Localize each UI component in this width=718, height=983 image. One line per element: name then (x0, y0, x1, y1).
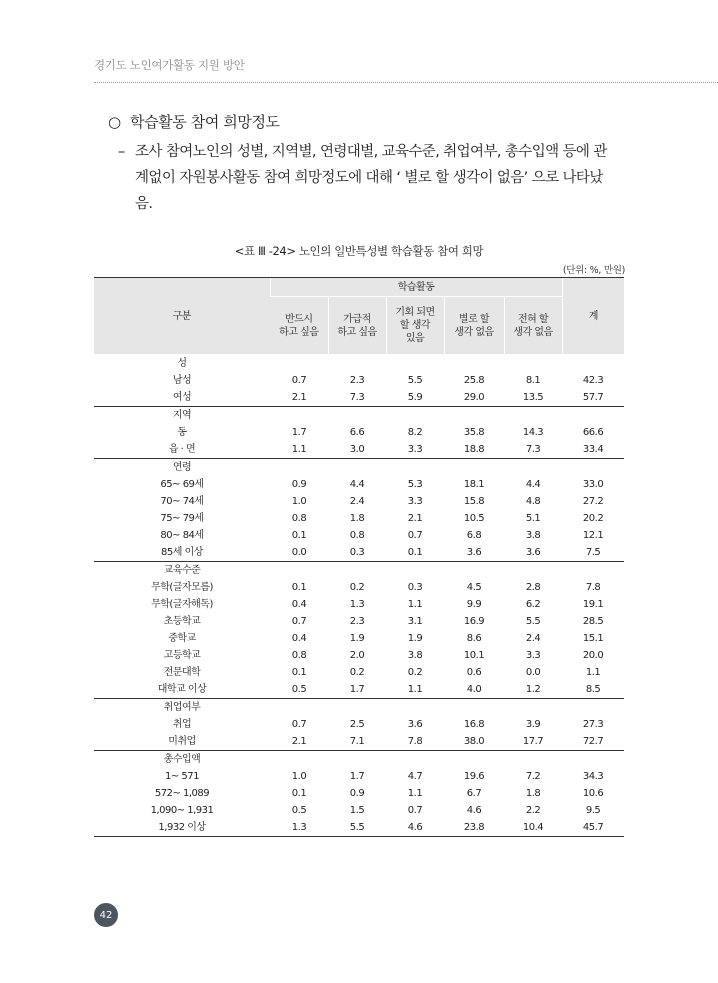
table-unit: (단위: %, 만원) (562, 265, 625, 276)
table-row (94, 527, 624, 544)
row-value: 1.9 (407, 633, 423, 644)
row-value: 16.8 (463, 719, 485, 730)
category-label: 연령 (94, 459, 270, 477)
header-col-5: 전혀 할 생각 없음 (504, 297, 562, 355)
row-value: 0.1 (291, 530, 307, 541)
row-value: 23.8 (444, 819, 504, 837)
category-label: 성 (94, 355, 270, 373)
row-total: 20.0 (582, 650, 604, 661)
row-value: 1.8 (349, 513, 365, 524)
row-value: 10.5 (463, 513, 485, 524)
row-value: 0.0 (525, 667, 541, 678)
row-value: 0.8 (349, 530, 365, 541)
category-label: 총수입액 (94, 751, 270, 769)
table-row (94, 544, 624, 562)
row-value: 1.1 (407, 684, 423, 695)
participation-table (94, 277, 624, 837)
row-value: 3.8 (525, 530, 541, 541)
row-value: 4.8 (525, 496, 541, 507)
row-label: 여성 (172, 392, 192, 403)
row-value: 4.5 (466, 582, 482, 593)
row-value: 7.1 (349, 736, 365, 747)
header-col-4: 별로 할 생각 없음 (444, 297, 504, 355)
row-value: 8.6 (466, 633, 482, 644)
row-value: 0.4 (291, 599, 307, 610)
row-value: 35.8 (463, 427, 485, 438)
header-col-3: 기회 되면 할 생각 있음 (386, 297, 444, 355)
category-label: 교육수준 (94, 562, 270, 580)
running-header: 경기도 노인여가활동 지원 방안 (94, 58, 245, 72)
row-value: 0.9 (349, 788, 365, 799)
page-number: 42 (94, 903, 118, 927)
row-value: 2.0 (349, 650, 365, 661)
row-value: 5.5 (328, 819, 386, 837)
table-row (94, 819, 624, 837)
row-value: 8.1 (525, 375, 541, 386)
row-label: 572~ 1,089 (154, 788, 210, 799)
row-value: 0.2 (349, 667, 365, 678)
row-value: 3.9 (525, 719, 541, 730)
row-value: 18.8 (463, 444, 485, 455)
category-label: 취업여부 (94, 699, 270, 717)
row-label: 무학(글자해독) (151, 599, 213, 610)
table-row (94, 579, 624, 596)
row-value: 1.5 (349, 805, 365, 816)
row-value: 0.2 (349, 582, 365, 593)
category-row (94, 751, 624, 769)
row-value: 0.3 (407, 582, 423, 593)
row-value: 5.5 (407, 375, 423, 386)
row-total: 8.5 (585, 684, 601, 695)
row-value: 4.4 (349, 479, 365, 490)
row-value: 17.7 (522, 736, 544, 747)
row-value: 16.9 (463, 616, 485, 627)
row-value: 4.7 (407, 771, 423, 782)
row-total: 66.6 (582, 427, 604, 438)
row-value: 4.0 (466, 684, 482, 695)
row-value: 9.9 (466, 599, 482, 610)
row-value: 3.1 (407, 616, 423, 627)
row-value: 3.6 (407, 719, 423, 730)
row-value: 1.3 (349, 599, 365, 610)
category-label: 지역 (94, 407, 270, 425)
header-col-2: 가급적 하고 싶음 (328, 297, 386, 355)
row-total: 34.3 (582, 771, 604, 782)
row-value: 7.3 (349, 392, 365, 403)
table-row (94, 476, 624, 493)
row-total: 33.0 (582, 479, 604, 490)
row-label: 남성 (172, 375, 192, 386)
row-value: 3.3 (525, 650, 541, 661)
row-value: 2.2 (525, 805, 541, 816)
row-value: 5.9 (407, 392, 423, 403)
row-value: 25.8 (463, 375, 485, 386)
table-row (94, 716, 624, 733)
row-value: 3.3 (407, 444, 423, 455)
table-row (94, 768, 624, 785)
header-divider (94, 82, 718, 83)
row-total: 27.2 (582, 496, 604, 507)
table-caption: <표 Ⅲ -24> 노인의 일반특성별 학습활동 참여 희망 (234, 244, 484, 258)
row-value: 1.1 (407, 599, 423, 610)
table-row (94, 681, 624, 699)
row-label: 읍 · 면 (168, 444, 196, 455)
row-label: 대학교 이상 (157, 684, 207, 695)
row-total: 27.3 (582, 719, 604, 730)
category-row (94, 355, 624, 373)
category-row (94, 562, 624, 580)
row-value: 2.4 (525, 633, 541, 644)
table-header (94, 278, 624, 355)
row-value: 15.8 (463, 496, 485, 507)
row-value: 4.4 (525, 479, 541, 490)
row-value: 3.6 (466, 547, 482, 558)
row-total: 33.4 (582, 444, 604, 455)
row-value: 1.3 (270, 819, 328, 837)
row-label: 75~ 79세 (160, 513, 204, 524)
summary-paragraph (118, 139, 630, 217)
row-value: 0.7 (291, 719, 307, 730)
row-value: 19.6 (463, 771, 485, 782)
row-label: 1,090~ 1,931 (150, 805, 214, 816)
row-value: 0.1 (291, 582, 307, 593)
row-value: 2.1 (291, 736, 307, 747)
row-total: 19.1 (582, 599, 604, 610)
category-row (94, 699, 624, 717)
row-value: 0.9 (291, 479, 307, 490)
row-value: 38.0 (463, 736, 485, 747)
row-total: 12.1 (582, 530, 604, 541)
table-row (94, 441, 624, 459)
row-value: 3.6 (525, 547, 541, 558)
row-total: 10.6 (582, 788, 604, 799)
paragraph-line-1: – 조사 참여노인의 성별, 지역별, 연령대별, 교육수준, 취업여부, 총수입액 등에 관 (118, 139, 630, 165)
row-value: 0.8 (291, 513, 307, 524)
row-value: 0.2 (407, 667, 423, 678)
row-value: 6.6 (349, 427, 365, 438)
row-value: 29.0 (463, 392, 485, 403)
row-value: 1.0 (291, 496, 307, 507)
row-label: 취업 (172, 719, 192, 730)
table-row (94, 647, 624, 664)
paragraph-line-2: 계없이 자원봉사활동 참여 희망정도에 대해 ‘ 별로 할 생각이 없음’ 으로 나타났 (135, 170, 603, 186)
row-label: 65~ 69세 (160, 479, 204, 490)
section-heading-text: 학습활동 참여 희망정도 (130, 113, 280, 131)
row-value: 2.8 (525, 582, 541, 593)
row-total: 72.7 (582, 736, 604, 747)
row-value: 1.7 (349, 771, 365, 782)
row-value: 0.1 (291, 788, 307, 799)
header-group: 학습활동 (270, 278, 562, 297)
row-value: 0.1 (407, 547, 423, 558)
row-value: 0.5 (291, 805, 307, 816)
row-value: 2.5 (349, 719, 365, 730)
row-value: 0.4 (291, 633, 307, 644)
row-label: 중학교 (168, 633, 196, 644)
paragraph-line-3: 음. (135, 196, 153, 212)
row-label: 70~ 74세 (160, 496, 204, 507)
row-value: 5.5 (525, 616, 541, 627)
row-value: 4.6 (466, 805, 482, 816)
row-value: 0.1 (291, 667, 307, 678)
table-body (94, 355, 624, 837)
category-row (94, 459, 624, 477)
row-value: 1.8 (525, 788, 541, 799)
row-value: 5.3 (407, 479, 423, 490)
row-value: 6.7 (466, 788, 482, 799)
header-col-1: 반드시 하고 싶음 (270, 297, 328, 355)
row-value: 10.1 (463, 650, 485, 661)
header-total: 계 (562, 278, 624, 355)
row-value: 1.7 (291, 427, 307, 438)
section-heading (108, 111, 280, 132)
table-row (94, 389, 624, 407)
row-value: 3.3 (407, 496, 423, 507)
row-label: 전문대학 (163, 667, 201, 678)
row-value: 7.3 (525, 444, 541, 455)
row-value: 6.8 (466, 530, 482, 541)
row-total: 7.5 (585, 547, 601, 558)
row-value: 14.3 (522, 427, 544, 438)
category-row (94, 407, 624, 425)
row-value: 0.7 (291, 375, 307, 386)
row-label: 동 (177, 427, 187, 438)
row-label: 1,932 이상 (94, 819, 270, 837)
row-label: 80~ 84세 (160, 530, 204, 541)
row-value: 1.1 (291, 444, 307, 455)
table-row (94, 493, 624, 510)
row-total: 42.3 (582, 375, 604, 386)
table-row (94, 785, 624, 802)
row-value: 0.7 (407, 530, 423, 541)
row-value: 6.2 (525, 599, 541, 610)
table-row (94, 510, 624, 527)
row-value: 13.5 (522, 392, 544, 403)
row-value: 1.7 (349, 684, 365, 695)
row-total: 1.1 (585, 667, 601, 678)
row-value: 7.2 (525, 771, 541, 782)
row-value: 0.8 (291, 650, 307, 661)
row-value: 2.4 (349, 496, 365, 507)
row-label: 초등학교 (163, 616, 201, 627)
row-value: 0.0 (291, 547, 307, 558)
dash-bullet: – (118, 144, 125, 160)
row-total: 15.1 (582, 633, 604, 644)
row-value: 0.3 (349, 547, 365, 558)
circle-bullet: ○ (108, 113, 121, 131)
row-value: 5.1 (525, 513, 541, 524)
row-value: 7.8 (407, 736, 423, 747)
row-label: 무학(글자모름) (151, 582, 213, 593)
row-label: 85세 이상 (161, 547, 203, 558)
table-row (94, 733, 624, 751)
table-row (94, 613, 624, 630)
table-row (94, 630, 624, 647)
row-value: 3.0 (349, 444, 365, 455)
row-value: 2.3 (349, 375, 365, 386)
row-value: 1.0 (291, 771, 307, 782)
table-row (94, 372, 624, 389)
row-value: 0.7 (291, 616, 307, 627)
row-value: 1.9 (349, 633, 365, 644)
row-value: 0.7 (407, 805, 423, 816)
table-row (94, 802, 624, 819)
row-value: 2.3 (349, 616, 365, 627)
table-row (94, 424, 624, 441)
table-row (94, 596, 624, 613)
row-total: 57.7 (582, 392, 604, 403)
header-category: 구분 (94, 278, 270, 355)
row-value: 0.5 (291, 684, 307, 695)
row-label: 미취업 (168, 736, 196, 747)
row-value: 3.8 (407, 650, 423, 661)
row-value: 10.4 (504, 819, 562, 837)
row-value: 2.1 (291, 392, 307, 403)
row-value: 2.1 (407, 513, 423, 524)
row-total: 9.5 (585, 805, 601, 816)
row-value: 1.1 (407, 788, 423, 799)
row-value: 4.6 (386, 819, 444, 837)
row-value: 18.1 (463, 479, 485, 490)
row-label: 1~ 571 (164, 771, 199, 782)
row-total: 20.2 (582, 513, 604, 524)
row-value: 1.2 (525, 684, 541, 695)
table-row (94, 664, 624, 681)
row-label: 고등학교 (163, 650, 201, 661)
row-value: 8.2 (407, 427, 423, 438)
row-total: 28.5 (582, 616, 604, 627)
row-total: 45.7 (562, 819, 624, 837)
row-value: 0.6 (466, 667, 482, 678)
row-total: 7.8 (585, 582, 601, 593)
